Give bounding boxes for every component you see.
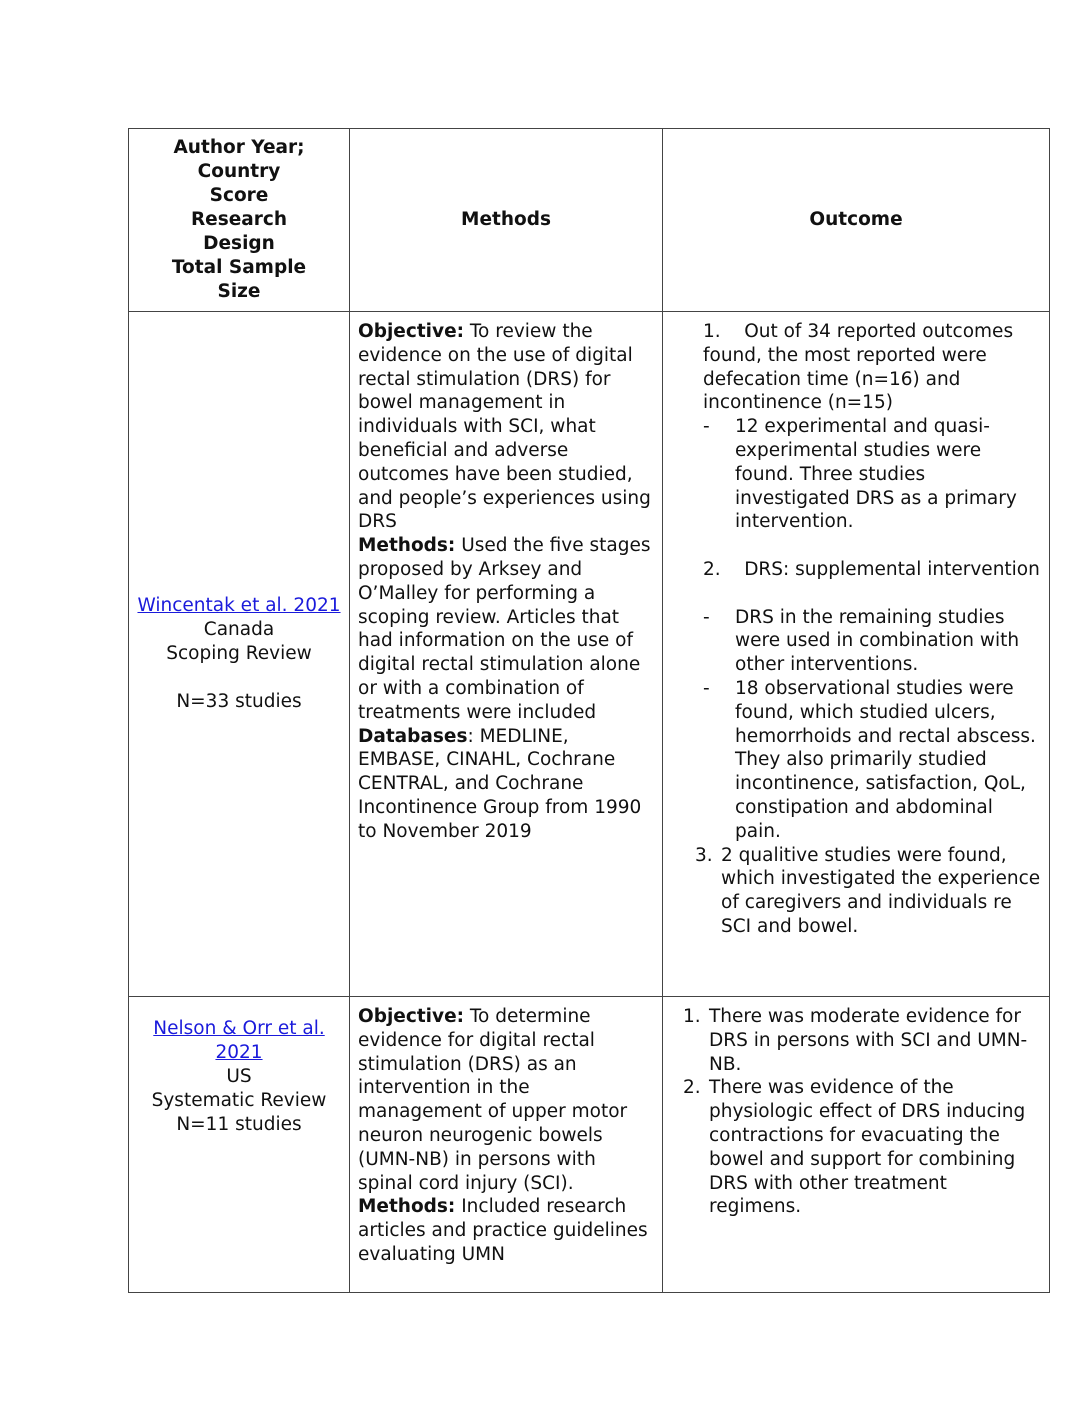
outcome-subitem: - 12 experimental and quasi-experimental studies were found. Three studies investigated DRS as a primary intervention. — [703, 416, 1017, 533]
databases-label: Databases — [358, 725, 468, 747]
research-design: Scoping Review — [166, 643, 312, 664]
header-row — [129, 129, 1050, 312]
databases-text: : MEDLINE, EMBASE, CINAHL, Cochrane CENTRAL, and Cochrane Incontinence Group from 1990 to November 2019 — [358, 725, 642, 842]
outcome-item: 2. DRS: supplemental intervention — [703, 558, 1040, 580]
header-author-line: Research — [190, 209, 288, 230]
header-author-line: Score — [209, 185, 269, 206]
methods-label: Methods: — [358, 1196, 456, 1218]
header-author-line: Country — [197, 161, 281, 182]
methods-text: Used the five stages proposed by Arksey and O’Malley for performing a scoping review. Articles that had information on the use of digital rectal stimulation alone or with a combination of treatments were included — [358, 535, 651, 723]
author-cell — [129, 312, 350, 997]
citation-link[interactable]: Wincentak et al. 2021 — [137, 595, 341, 616]
header-author-line: Author Year; — [173, 137, 305, 158]
country: US — [226, 1066, 252, 1087]
header-author-line: Total Sample — [171, 257, 307, 278]
objective-text: To determine evidence for digital rectal stimulation (DRS) as an intervention in the management of upper motor neuron neurogenic bowels (UMN-NB) in persons with spinal cord injury (SCI). — [358, 1006, 628, 1194]
table-row — [129, 312, 1050, 997]
outcome-item: 1. Out of 34 reported outcomes found, the most reported were defecation time (n=16) and incontinence (n=15) — [703, 321, 1014, 414]
citation-link[interactable]: Nelson & Orr et al. 2021 — [153, 1018, 325, 1063]
outcome-subitem: - 18 observational studies were found, which studied ulcers, hemorrhoids and rectal abscess. They also primarily studied incontinence, satisfaction, QoL, constipation and abdominal pain. — [703, 677, 1036, 842]
outcome-subitem: - DRS in the remaining studies were used in combination with other interventions. — [703, 606, 1020, 676]
table-row — [129, 997, 1050, 1293]
country: Canada — [203, 619, 275, 640]
outcome-item: 2. There was evidence of the physiologic effect of DRS inducing contractions for evacuating the bowel and support for combining DRS with other treatment regimens. — [683, 1077, 1026, 1218]
outcome-item: 3. 2 qualitive studies were found, which investigated the experience of caregivers and individuals re SCI and bowel. — [695, 844, 1041, 937]
methods-cell — [350, 312, 663, 997]
methods-label: Methods: — [358, 535, 456, 557]
header-author-line: Size — [217, 281, 261, 302]
methods-text: Included research articles and practice guidelines evaluating UMN — [358, 1196, 648, 1265]
header-methods: Methods — [350, 129, 663, 312]
evidence-table — [128, 128, 1050, 1293]
research-design: Systematic Review — [151, 1090, 327, 1111]
outcome-cell — [663, 312, 1050, 997]
sample-size: N=11 studies — [176, 1114, 302, 1135]
outcome-item: 1. There was moderate evidence for DRS in persons with SCI and UMN-NB. — [683, 1006, 1028, 1075]
header-author-line: Design — [203, 233, 275, 254]
objective-label: Objective: — [358, 321, 465, 342]
author-cell — [129, 997, 350, 1293]
methods-cell — [350, 997, 663, 1293]
header-author — [129, 129, 350, 312]
sample-size: N=33 studies — [176, 691, 302, 712]
objective-label: Objective: — [358, 1006, 465, 1027]
outcome-cell — [663, 997, 1050, 1293]
header-outcome: Outcome — [663, 129, 1050, 312]
objective-text: To review the evidence on the use of digital rectal stimulation (DRS) for bowel management in individuals with SCI, what beneficial and adverse outcomes have been studied, and people’s experiences using DRS — [358, 321, 651, 533]
